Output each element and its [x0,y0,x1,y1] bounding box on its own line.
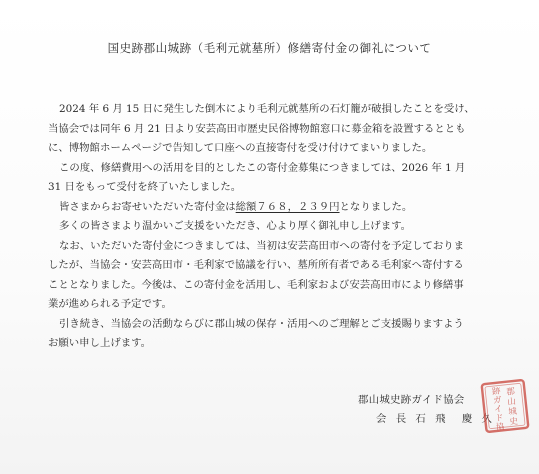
official-seal-stamp [479,378,530,435]
seal-character: 跡 [491,386,502,398]
seal-character: 城 [507,406,518,418]
document-body [48,100,518,354]
paragraph-2-line-1: この度、修繕費用への活用を目的としたこの寄付金募集につきましては、2026 年 1 月 [59,161,466,174]
signature-person: 会 長 石 飛 慶 久 [376,413,495,425]
paragraph-1-line-1: 2024 年 6 月 15 日に発生した倒木により毛利元就墓所の石灯籠が破損したことを受け、 [59,103,475,115]
seal-character: 協 [495,422,505,434]
document-title: 国史跡郡山城跡（毛利元就墓所）修繕寄付金の御礼について [107,41,432,55]
seal-character: 史 [508,416,519,428]
donation-total-amount: 総額７６８，２３９円 [235,200,340,213]
paragraph-4: 多くの皆さまより温かいご支援をいただき、心より厚く御礼申し上げます。 [59,220,412,232]
seal-character: 郡 [505,386,516,398]
seal-character: ガ [492,395,503,407]
paragraph-6-line-1: 引き続き、当協会の活動ならびに郡山城の保存・活用へのご理解とご支援賜りますよう [59,317,464,330]
signature-organization: 郡山城史跡ガイド協会 [358,394,465,406]
paragraph-3 [48,198,518,218]
signature-block [358,391,495,429]
paragraph-5-line-1: なお、いただいた寄付金につきましては、当初は安芸高田市への寄付を予定しておりま [59,239,465,252]
paragraph-1-line-2: 当協会では同年 6 月 21 日より安芸高田市歴史民俗博物館窓口に募金箱を設置するととも [48,122,466,135]
paragraph-1-line-3: に、博物館ホームページで告知して口座への直接寄付を受け付けてまいりました。 [48,142,433,154]
seal-character: 山 [506,396,517,408]
donation-text-before: 皆さまからお寄せいただいた寄付金は [59,200,236,213]
seal-character: イ [493,404,504,416]
paragraph-5-line-2: したが、当協会・安芸高田市・毛利家で協議を行い、墓所所有者である毛利家へ寄付する [48,259,464,271]
seal-character: ド [494,413,505,425]
paragraph-2-line-2: 31 日をもって受付を終了いたしました。 [48,181,242,193]
paragraph-5-line-3: こととなりました。今後は、この寄付金を活用し、毛利家および安芸高田市により修繕事 [48,278,464,291]
donation-text-after: となりました。 [339,200,413,213]
paragraph-6-line-2: お願い申し上げます。 [48,337,152,349]
paragraph-5-line-4: 業が進められる予定です。 [48,298,172,310]
